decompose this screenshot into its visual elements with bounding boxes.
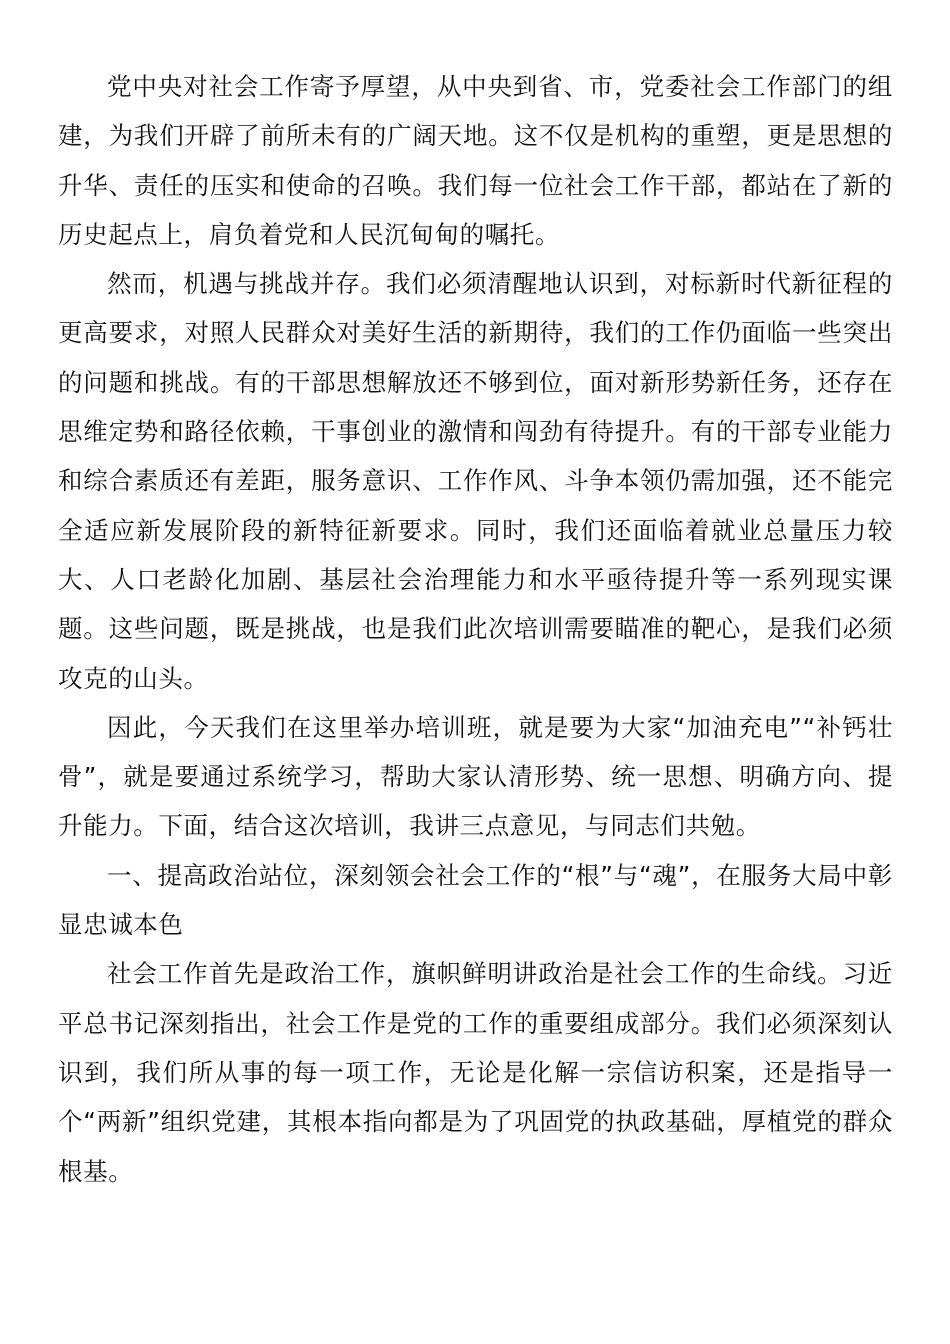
paragraph-opening: 党中央对社会工作寄予厚望，从中央到省、市，党委社会工作部门的组建，为我们开辟了前所未有的广阔天地。这不仅是机构的重塑，更是思想的升华、责任的压实和使命的召唤。我们每一位社会工作干部，都站在了新的历史起点上，肩负着党和人民沉甸甸的嘱托。 — [58, 72, 893, 249]
section-heading-one: 一、提高政治站位，深刻领会社会工作的“根”与“魂”，在服务大局中彰显忠诚本色 — [58, 860, 893, 940]
paragraph-challenges: 然而，机遇与挑战并存。我们必须清醒地认识到，对标新时代新征程的更高要求，对照人民群众对美好生活的新期待，我们的工作仍面临一些突出的问题和挑战。有的干部思想解放还不够到位，面对新形势新任务，还存在思维定势和路径依赖，干事创业的激情和闯劲有待提升。有的干部专业能力和综合素质还有差距，服务意识、工作作风、斗争本领仍需加强，还不能完全适应新发展阶段的新特征新要求。同时，我们还面临着就业总量压力较大、人口老龄化加剧、基层社会治理能力和水平亟待提升等一系列现实课题。这些问题，既是挑战，也是我们此次培训需要瞄准的靶心，是我们必须攻克的山头。 — [58, 269, 893, 693]
paragraph-training-purpose: 因此，今天我们在这里举办培训班，就是要为大家“加油充电”“补钙壮骨”，就是要通过系统学习，帮助大家认清形势、统一思想、明确方向、提升能力。下面，结合这次培训，我讲三点意见，与同志们共勉。 — [58, 712, 893, 841]
document-page — [58, 62, 893, 1196]
paragraph-political-work: 社会工作首先是政治工作，旗帜鲜明讲政治是社会工作的生命线。习近平总书记深刻指出，社会工作是党的工作的重要组成部分。我们必须深刻认识到，我们所从事的每一项工作，无论是化解一宗信访积案，还是指导一个“两新”组织党建，其根本指向都是为了巩固党的执政基础，厚植党的群众根基。 — [58, 959, 893, 1186]
